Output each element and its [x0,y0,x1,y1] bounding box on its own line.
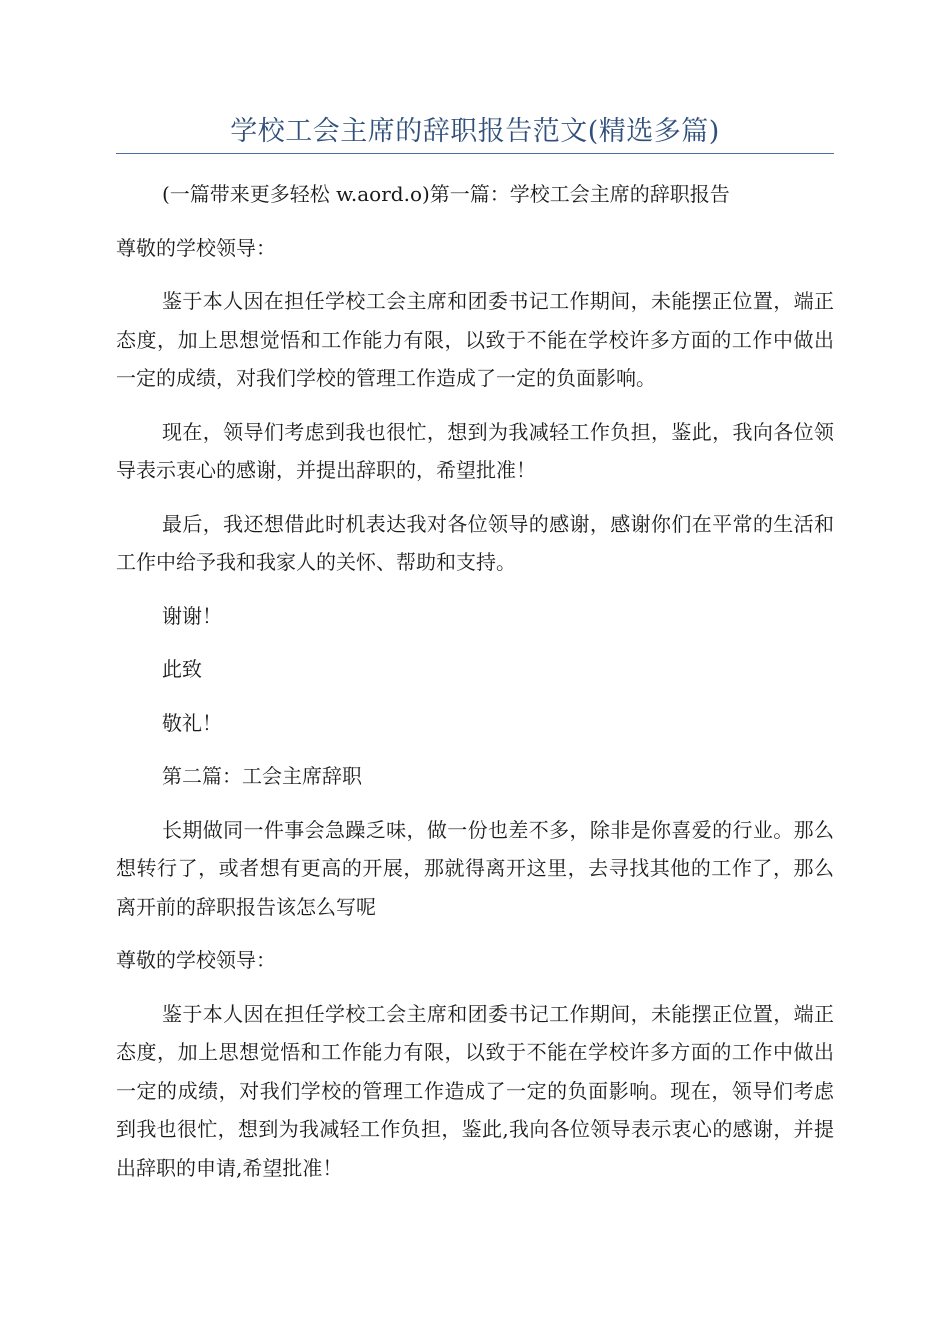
paragraph-body: 鉴于本人因在担任学校工会主席和团委书记工作期间，未能摆正位置，端正态度，加上思想觉悟和工作能力有限，以致于不能在学校许多方面的工作中做出一定的成绩，对我们学校的管理工作造成了一定的负面影响。现在，领导们考虑到我也很忙，想到为我减轻工作负担，鉴此,我向各位领导表示衷心的感谢，并提出辞职的申请,希望批准！ [116,1001,834,1180]
paragraph-body: 鉴于本人因在担任学校工会主席和团委书记工作期间，未能摆正位置，端正态度，加上思想觉悟和工作能力有限，以致于不能在学校许多方面的工作中做出一定的成绩，对我们学校的管理工作造成了一定的负面影响。 [116,289,834,390]
paragraph-salutation: 尊敬的学校领导： [116,948,276,972]
paragraph-salutation: 尊敬的学校领导： [116,235,276,260]
paragraph-body: 长期做同一件事会急躁乏味，做一份也差不多，除非是你喜爱的行业。那么想转行了，或者想有更高的开展，那就得离开这里，去寻找其他的工作了，那么离开前的辞职报告该怎么写呢 [116,817,834,919]
paragraph-closing: 此致 [162,657,202,681]
document-body [116,175,834,1202]
document-title: 学校工会主席的辞职报告范文(精选多篇) [230,116,720,147]
title-underline [116,153,834,154]
paragraph-body: 最后，我还想借此时机表达我对各位领导的感谢，感谢你们在平常的生活和工作中给予我和我家人的关怀、帮助和支持。 [116,511,834,574]
section-heading: 第二篇：工会主席辞职 [162,764,362,788]
paragraph-intro: (一篇带来更多轻松 w.aord.o)第一篇：学校工会主席的辞职报告 [162,182,730,206]
paragraph-closing: 敬礼！ [162,710,222,735]
paragraph-thanks: 谢谢！ [162,603,222,628]
paragraph-body: 现在，领导们考虑到我也很忙，想到为我减轻工作负担，鉴此，我向各位领导表示衷心的感谢，并提出辞职的，希望批准！ [116,419,834,482]
